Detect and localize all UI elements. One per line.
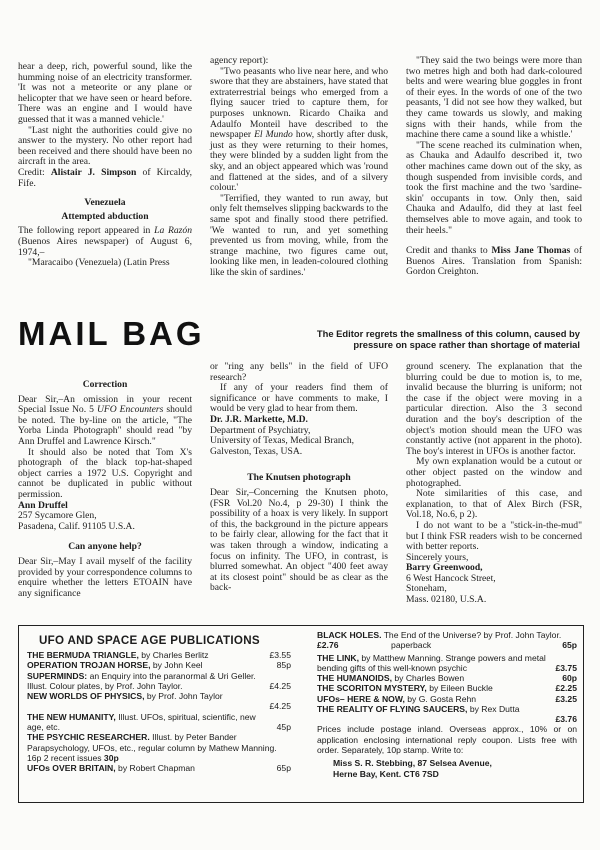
book-price: 65p xyxy=(562,640,577,651)
advert-item xyxy=(317,683,577,693)
paragraph: "Maracaibo (Venezuela) (Latin Press xyxy=(28,257,170,269)
paragraph: Note similarities of this case, and explanation, to that of Alex Birch (FSR, Vol.18, No.6, p 2). xyxy=(406,488,582,521)
book-price: 45p xyxy=(276,722,291,733)
book-title: UFOs OVER BRITAIN, xyxy=(27,763,116,774)
signature-address: Stoneham, xyxy=(406,583,447,595)
credit-line xyxy=(18,168,192,189)
paragraph: "The scene reached its culmination when, as Chauka and Adaulfo described it, two other machines came down out of the sky, as though suspended from invisible cords, and took the first machine and the two 'sardine-skin' occupants in tow. Only then, said Chauka and Adaulfo, did they at last feel themselves able to move again, and took to their heels." xyxy=(406,139,582,236)
letter-heading: Correction xyxy=(82,379,128,390)
publications-advert xyxy=(18,625,584,803)
text: "Two peasants who live near here, and who swore that they are abstainers, have stated that extraterrestrial beings who emerged from a flying saucer tried to capture them, for purposes unknown. Ricardo Chaika and Adaulfo Monteil have described to the newspaper xyxy=(210,65,388,141)
book-price: £3.75 xyxy=(555,662,577,673)
advert-item xyxy=(27,712,291,733)
paragraph: Dear Sir,–Concerning the Knutsen photo, (FSR Vol.20 No.4, p 29-30) I think the possibility of a hoax is very likely. In support of this, the background in the picture appears to be fairly clear, allowing for the fact that it was taken through a window, indicating a focus on infinity. The UFO, in contrast, is blurred somewhat. An object "400 feet away at its closest point" should be as clear as the back- xyxy=(210,486,388,594)
book-title: BLACK HOLES. xyxy=(317,630,382,640)
advert-right-list xyxy=(317,630,577,779)
article-column-3 xyxy=(406,56,582,278)
book-price: £3.55 xyxy=(269,650,291,660)
book-desc: Illust. UFOs, spiritual, scientific, new age, etc. xyxy=(27,711,256,733)
advert-item xyxy=(27,650,291,660)
advert-item xyxy=(27,732,291,763)
signature-address: Department of Psychiatry, xyxy=(210,424,311,436)
book-desc: by G. Gosta Rehn xyxy=(407,693,477,704)
newspaper-name: El Mundo xyxy=(254,129,293,141)
mail-column-2 xyxy=(210,362,388,594)
advert-item xyxy=(317,653,577,674)
signature-address: Pasadena, Calif. 91105 U.S.A. xyxy=(18,520,135,532)
book-title: THE HUMANOIDS, xyxy=(317,673,392,684)
advert-item xyxy=(317,704,577,724)
credit-name: Alistair J. Simpson xyxy=(50,166,137,178)
book-desc: by Robert Chapman xyxy=(118,763,195,774)
signature-name: Dr. J.R. Markette, M.D. xyxy=(210,413,308,425)
text: The following report appeared in xyxy=(18,225,151,237)
book-price: £4.25 xyxy=(269,680,291,691)
signature-address: 6 West Hancock Street, xyxy=(406,572,496,584)
advert-item xyxy=(27,691,291,712)
paragraph: or "ring any bells" in the field of UFO research? xyxy=(210,361,388,383)
book-title: NEW WORLDS OF PHYSICS, xyxy=(27,691,145,702)
book-price: 60p xyxy=(562,673,577,684)
newspaper-name: La Razón xyxy=(154,225,193,237)
paragraph: Dear Sir,–May I avail myself of the facility provided by your correspondence columns to enquire whether the letters ETOAIN have any significance xyxy=(18,555,192,599)
prices-note: Prices include postage inland. Overseas approx., 10% or on application enclosing international reply coupon. Lists free with order. Separately, 10p stamp. Write to: xyxy=(317,724,577,755)
book-desc: by John Keel xyxy=(152,660,203,671)
paragraph: "They said the two beings were more than two metres high and both had dark-coloured belts and were wearing blue goggles in front of their eyes. In the words of one of the two peasants, 'I did not see how they walked, but they came towards us slowly, and making signs with their hands, while from the machine there came a sound like a whistle.' xyxy=(406,55,582,141)
advert-left-list xyxy=(27,650,291,774)
credit-line xyxy=(406,246,582,278)
edition-label: paperback xyxy=(391,640,432,651)
closing: Sincerely yours, xyxy=(406,551,469,563)
book-title: OPERATION TROJAN HORSE, xyxy=(27,660,151,671)
book-desc: an Enquiry into the paranormal & Uri Geller. Illust. Colour plates, by Prof. John Taylor. xyxy=(27,670,256,691)
text: should be noted. The by-line on the article, "The Yorba Linda Photograph" should read "by Ann Druffel and Lawrence Kirsch." xyxy=(18,404,192,447)
advert-item xyxy=(317,630,577,651)
book-price: £4.25 xyxy=(269,701,291,712)
book-price: £3.76 xyxy=(555,714,577,725)
letter-heading: The Knutsen photograph xyxy=(247,472,351,484)
book-desc: by Charles Bowen xyxy=(394,673,465,684)
article-column-1 xyxy=(18,62,192,269)
section-subheading: Attempted abduction xyxy=(61,210,149,222)
order-address: Miss S. R. Stebbing, 87 Selsea Avenue, xyxy=(333,758,492,769)
book-desc: by Eileen Buckle xyxy=(429,683,493,694)
book-price: £3.25 xyxy=(555,693,577,704)
editor-note: The Editor regrets the smallness of this column, caused by pressure on space rather than shortage of material xyxy=(316,328,580,350)
advert-item xyxy=(317,694,577,704)
credit-name: Miss Jane Thomas xyxy=(491,245,571,257)
book-price: 30p xyxy=(103,752,119,763)
book-title: THE BERMUDA TRIANGLE, xyxy=(27,650,139,660)
book-price: £2.25 xyxy=(555,683,577,694)
credit-tail: of Kircaldy, Fife. xyxy=(18,166,193,189)
credit-label: Credit: xyxy=(18,166,45,178)
paragraph xyxy=(18,226,192,258)
paragraph: agency report): xyxy=(210,55,269,66)
book-title: UFOs– HERE & NOW, xyxy=(317,693,405,704)
text: (Buenos Aires newspaper) of August 6, 1974,– xyxy=(18,235,192,258)
section-heading: Venezuela xyxy=(84,197,126,209)
mail-bag-title: MAIL BAG xyxy=(18,315,205,352)
publication-name: UFO Encounters xyxy=(96,404,164,416)
credit-tail: of Buenos Aires. Translation from Spanish: Gordon Creighton. xyxy=(406,245,583,278)
book-desc: by Matthew Manning. Strange powers and metal bending gifts of this well-known psychic xyxy=(317,652,546,673)
order-address: Herne Bay, Kent. CT6 7SD xyxy=(333,768,439,779)
text: Dear Sir,–An omission in your recent Special Issue No. 5 xyxy=(18,393,192,416)
book-price: 65p xyxy=(276,763,291,774)
mail-column-1 xyxy=(18,380,192,599)
book-price: £2.76 xyxy=(317,640,339,651)
paragraph: It should also be noted that Tom X's photograph of the black top-hat-shaped object carries a 1972 U.S. Copyright and cannot be duplicated in public without permission. xyxy=(18,446,192,500)
book-title: THE LINK, xyxy=(317,652,360,663)
signature-address: 257 Sycamore Glen, xyxy=(18,510,97,522)
signature-name: Barry Greenwood, xyxy=(406,562,483,574)
paragraph xyxy=(18,395,192,448)
advert-item xyxy=(27,763,291,773)
signature-address: University of Texas, Medical Branch, xyxy=(210,435,355,447)
paragraph xyxy=(210,67,388,194)
book-desc: by Charles Berlitz xyxy=(141,650,209,660)
book-desc: by Prof. John Taylor xyxy=(146,691,223,702)
book-desc: The End of the Universe? by Prof. John Taylor. xyxy=(383,630,562,640)
credit-label: Credit and thanks to xyxy=(406,245,488,257)
book-title: THE NEW HUMANITY, xyxy=(27,711,116,722)
advert-item xyxy=(27,660,291,670)
book-price: 85p xyxy=(276,660,291,671)
book-title: THE SCORITON MYSTERY, xyxy=(317,683,427,694)
letter-heading: Can anyone help? xyxy=(68,541,142,553)
advert-item xyxy=(317,673,577,683)
signature-address: Mass. 02180, U.S.A. xyxy=(406,594,487,606)
paragraph: "Terrified, they wanted to run away, but only felt themselves slipping backwards to the same spot and finally stood there petrified. 'We wanted to run, and yet something prevented us from moving, while, from the strange machine, two figures came out, looking like men, in leaden-coloured clothing like the skin of sardines.' xyxy=(210,192,388,278)
book-title: THE REALITY OF FLYING SAUCERS, xyxy=(317,704,468,715)
paragraph: My own explanation would be a cutout or other object pasted on the window and photographed. xyxy=(406,456,582,489)
book-desc: by Rex Dutta xyxy=(469,704,520,715)
paragraph: hear a deep, rich, powerful sound, like the humming noise of an electricity transformer. 'It was not a meteorite or any plane or helicopter that we have seen or heard before. There was an engine and I would have guessed that it was a manned vehicle.' xyxy=(18,61,192,125)
paragraph: ground scenery. The explanation that the blurring could be due to motion is, to me, invalid because the blurring is uniform; not the case if the object were moving in a particular direction. Also the 3 second duration and the boy's description of the object's motion should mean the UFO was constantly active (not apparent in the photo). The boy's interest in UFOs is another factor. xyxy=(406,361,582,457)
advert-item xyxy=(27,671,291,692)
advert-title: UFO AND SPACE AGE PUBLICATIONS xyxy=(39,634,260,647)
signature-name: Ann Druffel xyxy=(18,499,68,511)
book-title: SUPERMINDS: xyxy=(27,670,88,681)
text: how, shortly after dusk, just as they were returning to their homes, they were blinded by a sudden light from the sky, and an object appeared which was 'round and flattened at the sides, and of a silvery colour.' xyxy=(210,129,388,194)
paragraph: If any of your readers find them of significance or have comments to make, I would be very glad to hear from them. xyxy=(210,382,388,415)
signature-address: Galveston, Texas, USA. xyxy=(210,445,303,457)
mail-column-3 xyxy=(406,362,582,606)
book-desc: Illust. by Peter Bander Parapsychology, UFOs, etc., regular column by Mathew Manning. 16p 2 recent issues xyxy=(27,732,277,763)
book-title: THE PSYCHIC RESEARCHER. xyxy=(27,732,150,743)
paragraph: I do not want to be a "stick-in-the-mud" but I think FSR readers wish to be concerned with better reports. xyxy=(406,519,582,553)
paragraph: "Last night the authorities could give no answer to the mystery. No other report had been received and there should have been no aircraft in the area. xyxy=(18,124,192,168)
article-column-2 xyxy=(210,56,388,278)
